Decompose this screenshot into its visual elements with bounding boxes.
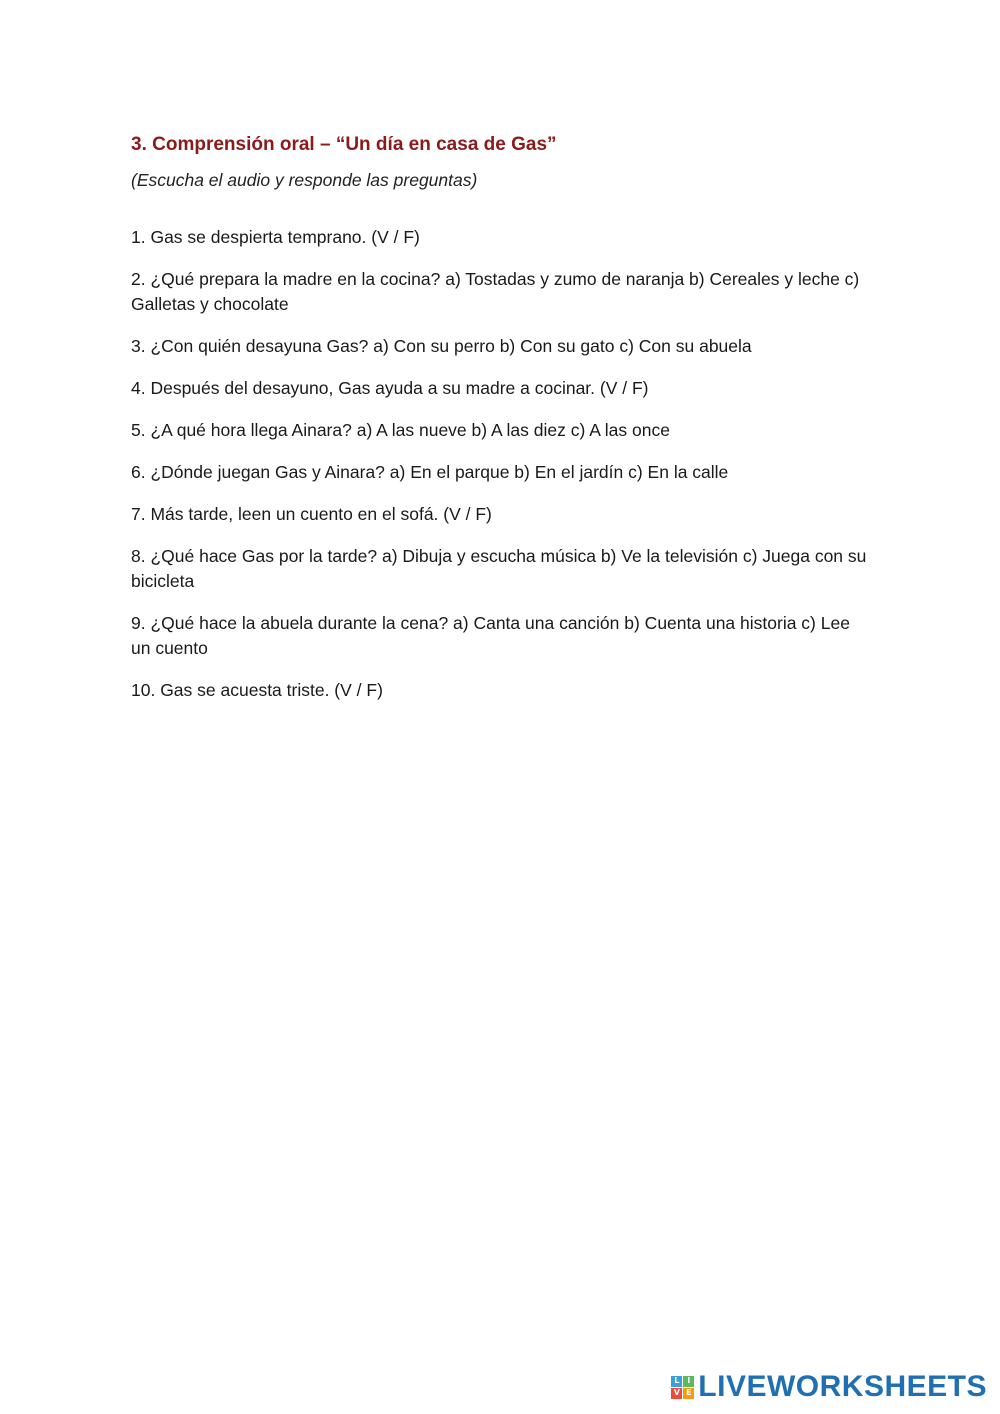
logo-block-e: E [683,1388,694,1399]
logo-blocks-icon [671,1376,694,1399]
question-10: 10. Gas se acuesta triste. (V / F) [131,680,383,700]
logo-block-i: I [683,1376,694,1387]
logo-block-v: V [671,1388,682,1399]
question-4: 4. Después del desayuno, Gas ayuda a su madre a cocinar. (V / F) [131,378,649,398]
question-7: 7. Más tarde, leen un cuento en el sofá. (V / F) [131,504,492,524]
liveworksheets-logo [671,1370,987,1404]
page-subtitle: (Escucha el audio y responde las preguntas) [131,170,478,190]
question-1: 1. Gas se despierta temprano. (V / F) [131,227,420,247]
question-3: 3. ¿Con quién desayuna Gas? a) Con su perro b) Con su gato c) Con su abuela [131,336,752,356]
logo-block-l: L [671,1376,682,1387]
question-2: 2. ¿Qué prepara la madre en la cocina? a) Tostadas y zumo de naranja b) Cereales y leche c) Galletas y chocolate [131,269,860,314]
question-9: 9. ¿Qué hace la abuela durante la cena? a) Canta una canción b) Cuenta una historia c) Lee un cuento [131,613,850,658]
question-8: 8. ¿Qué hace Gas por la tarde? a) Dibuja y escucha música b) Ve la televisión c) Juega con su bicicleta [131,546,867,591]
question-6: 6. ¿Dónde juegan Gas y Ainara? a) En el parque b) En el jardín c) En la calle [131,462,729,482]
question-5: 5. ¿A qué hora llega Ainara? a) A las nueve b) A las diez c) A las once [131,420,670,440]
logo-text: LIVEWORKSHEETS [698,1370,987,1403]
page-title: 3. Comprensión oral – “Un día en casa de Gas” [131,134,557,155]
worksheet-page [131,132,871,720]
question-list [131,225,871,703]
